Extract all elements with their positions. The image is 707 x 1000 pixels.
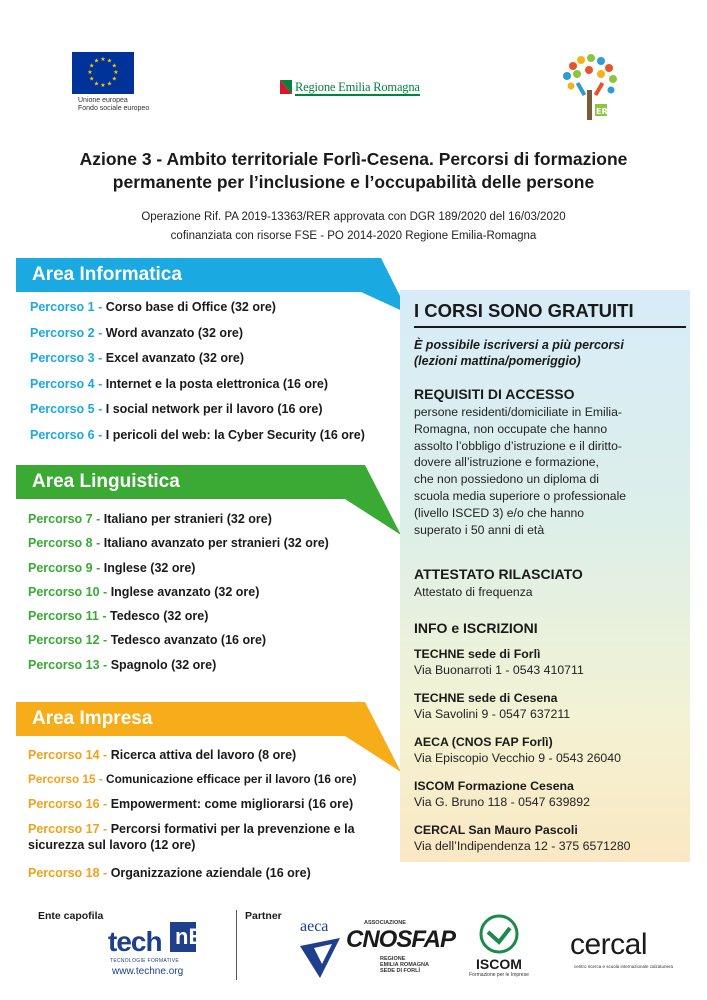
svg-text:★: ★	[113, 69, 119, 76]
contact-detail: Via dell’Indipendenza 12 - 375 6571280	[414, 839, 631, 853]
course-item: Percorso 15 - Comunicazione efficace per il lavoro (16 ore)	[28, 772, 357, 787]
contact-item	[414, 822, 631, 854]
contact-item	[414, 690, 570, 722]
course-item: Percorso 5 - I social network per il lavoro (16 ore)	[30, 402, 323, 416]
title-line2: permanente per l’inclusione e l’occupabilità delle persone	[112, 172, 595, 192]
course-item: Percorso 11 - Tedesco (32 ore)	[28, 609, 209, 624]
svg-text:★: ★	[106, 80, 113, 88]
course-item: Percorso 10 - Inglese avanzato (32 ore)	[28, 584, 260, 599]
requirements-line: che non possiedono un diploma di	[414, 472, 599, 487]
course-item: Percorso 12 - Tedesco avanzato (16 ore)	[28, 633, 267, 648]
svg-text:★: ★	[100, 56, 106, 63]
info-heading: INFO e ISCRIZIONI	[414, 620, 538, 636]
techne-logo-sub: TECNOLOGIE FORMATIVE	[110, 958, 179, 964]
course-list-informatica	[30, 300, 365, 453]
svg-text:★: ★	[87, 69, 93, 76]
contact-name: AECA (CNOS FAP Forlì)	[414, 735, 553, 749]
course-item: Percorso 7 - Italiano per stranieri (32 ore)	[28, 512, 272, 526]
area-informatica-title: Area Informatica	[32, 264, 182, 285]
cnos-logo-sub	[380, 956, 429, 974]
contact-name: TECHNE sede di Forlì	[414, 647, 541, 661]
iscom-logo	[466, 914, 532, 984]
page-subtitle	[20, 208, 687, 246]
lead-entity-label: Ente capofila	[38, 910, 104, 922]
subtitle-line2: cofinanziata con risorse FSE - PO 2014-2020 Regione Emilia-Romagna	[170, 230, 537, 242]
techne-logo-word: tech	[108, 926, 162, 957]
requirements-text	[414, 404, 626, 538]
eu-flag-logo	[72, 52, 134, 94]
svg-text:★: ★	[93, 57, 100, 65]
cnos-fap-logo	[346, 920, 456, 975]
course-item: Percorso 8 - Italiano avanzato per stranieri (32 ore)	[28, 536, 329, 551]
course-item: Percorso 14 - Ricerca attiva del lavoro (8 ore)	[28, 748, 297, 762]
multi-enroll-note	[414, 337, 624, 369]
contact-name: CERCAL San Mauro Pascoli	[414, 823, 578, 837]
contact-item	[414, 778, 590, 810]
area-impresa-title: Area Impresa	[32, 708, 153, 729]
svg-text:★: ★	[89, 75, 95, 83]
cnos-sub-line: REGIONE	[380, 956, 406, 962]
techne-url[interactable]: www.techne.org	[112, 966, 184, 977]
requirements-line: scuola media superiore o professionale	[414, 488, 627, 503]
course-item: Percorso 3 - Excel avanzato (32 ore)	[30, 351, 245, 365]
banner-area-informatica	[16, 258, 362, 292]
contact-name: ISCOM Formazione Cesena	[414, 779, 574, 793]
iscom-logo-word: ISCOM	[476, 956, 522, 972]
cercal-logo-word: cercal	[570, 928, 648, 961]
techne-logo-box-text: nE	[175, 924, 204, 949]
info-panel	[400, 290, 690, 862]
banner-area-linguistica	[16, 465, 346, 499]
page-title	[20, 148, 687, 194]
partner-label: Partner	[245, 910, 282, 922]
requirements-line: assolto l’obbligo d’istruzione e il diritto-	[414, 438, 622, 453]
course-item: Percorso 16 - Empowerment: come migliorarsi (16 ore)	[28, 796, 354, 811]
requirements-line: dovere all’istruzione e formazione,	[414, 455, 599, 470]
contact-detail: Via G. Bruno 118 - 0547 639892	[414, 795, 590, 809]
cercal-logo	[570, 928, 680, 978]
multi-enroll-line2: (lezioni mattina/pomeriggio)	[414, 354, 581, 368]
contact-name: TECHNE sede di Cesena	[414, 691, 558, 705]
contact-detail: Via Episcopio Vecchio 9 - 0543 26040	[414, 751, 621, 765]
aeca-logo-word: aeca	[300, 918, 329, 935]
rer-logo-text: Regione Emilia Romagna	[295, 80, 420, 94]
course-item: Percorso 17 - Percorsi formativi per la prevenzione e la sicurezza sul lavoro (12 ore)	[28, 821, 355, 852]
svg-text:★: ★	[100, 82, 106, 89]
svg-text:★: ★	[106, 57, 113, 65]
course-list-linguistica	[28, 512, 329, 682]
regione-emilia-romagna-logo	[280, 80, 420, 96]
cercal-logo-sub: centro ricerca e scuola internazionale calzaturiera	[574, 964, 674, 969]
er-tree-logo	[555, 52, 627, 124]
footer-divider	[236, 910, 237, 980]
requirements-line: (livello ISCED 3) e/o che hanno	[414, 505, 585, 520]
course-item: Percorso 6 - I pericoli del web: la Cyber Security (16 ore)	[30, 427, 365, 442]
heading-rule	[414, 326, 686, 328]
contact-detail: Via Buonarroti 1 - 0543 410711	[414, 663, 584, 677]
banner-area-impresa	[16, 702, 346, 736]
svg-text:★: ★	[89, 62, 95, 70]
er-logo-mark: ER	[596, 107, 608, 116]
cnos-sub-line: EMILIA ROMAGNA	[380, 962, 429, 968]
rer-underline	[295, 94, 420, 96]
requirements-line: persone residenti/domiciliate in Emilia-	[414, 405, 622, 419]
requirements-line: Romagna, non occupate che hanno	[414, 421, 608, 436]
contact-item	[414, 646, 584, 678]
eu-caption-line2: Fondo sociale europeo	[78, 105, 150, 112]
rer-flag-icon	[280, 80, 292, 94]
cnos-sub-line: SEDE DI FORLÌ	[380, 968, 421, 974]
cnos-assoc-label: ASSOCIAZIONE	[364, 920, 406, 926]
svg-text:★: ★	[111, 62, 117, 70]
cnos-logo-word: CNOSFAP	[346, 926, 456, 953]
banner-arrow-green	[345, 465, 405, 537]
course-item: Percorso 13 - Spagnolo (32 ore)	[28, 657, 217, 672]
title-line1: Azione 3 - Ambito territoriale Forlì-Cesena. Percorsi di formazione	[79, 149, 628, 169]
techne-logo	[108, 918, 204, 968]
certificate-text	[414, 584, 533, 601]
requirements-heading: REQUISITI DI ACCESSO	[414, 386, 575, 402]
contact-item	[414, 734, 621, 766]
multi-enroll-line1: È possibile iscriversi a più percorsi	[414, 338, 624, 352]
course-item: Percorso 1 - Corso base di Office (32 ore)	[30, 300, 276, 314]
free-courses-heading: I CORSI SONO GRATUITI	[414, 300, 634, 321]
iscom-emblem-icon	[479, 914, 519, 954]
svg-text:★: ★	[111, 75, 117, 83]
iscom-logo-sub: Formazione per le Imprese	[469, 972, 529, 978]
contact-detail: Via Savolini 9 - 0547 637211	[414, 707, 571, 721]
aeca-arrow-icon	[300, 938, 350, 978]
aeca-logo	[300, 918, 350, 980]
course-item: Percorso 4 - Internet e la posta elettronica (16 ore)	[30, 376, 329, 391]
course-item: Percorso 2 - Word avanzato (32 ore)	[30, 325, 244, 340]
certificate-value: Attestato di frequenza	[414, 585, 533, 599]
certificate-heading: ATTESTATO RILASCIATO	[414, 566, 583, 582]
eu-caption-line1: Unione europea	[78, 97, 128, 104]
techne-logo-box	[170, 922, 204, 952]
svg-text:★: ★	[93, 80, 100, 88]
course-list-impresa	[28, 748, 388, 890]
eu-caption	[78, 97, 149, 113]
course-item: Percorso 9 - Inglese (32 ore)	[28, 560, 196, 575]
requirements-line: superato i 50 anni di età	[414, 522, 545, 537]
area-linguistica-title: Area Linguistica	[32, 471, 180, 492]
course-item: Percorso 18 - Organizzazione aziendale (16 ore)	[28, 865, 311, 880]
subtitle-line1: Operazione Rif. PA 2019-13363/RER approvata con DGR 189/2020 del 16/03/2020	[141, 211, 566, 223]
